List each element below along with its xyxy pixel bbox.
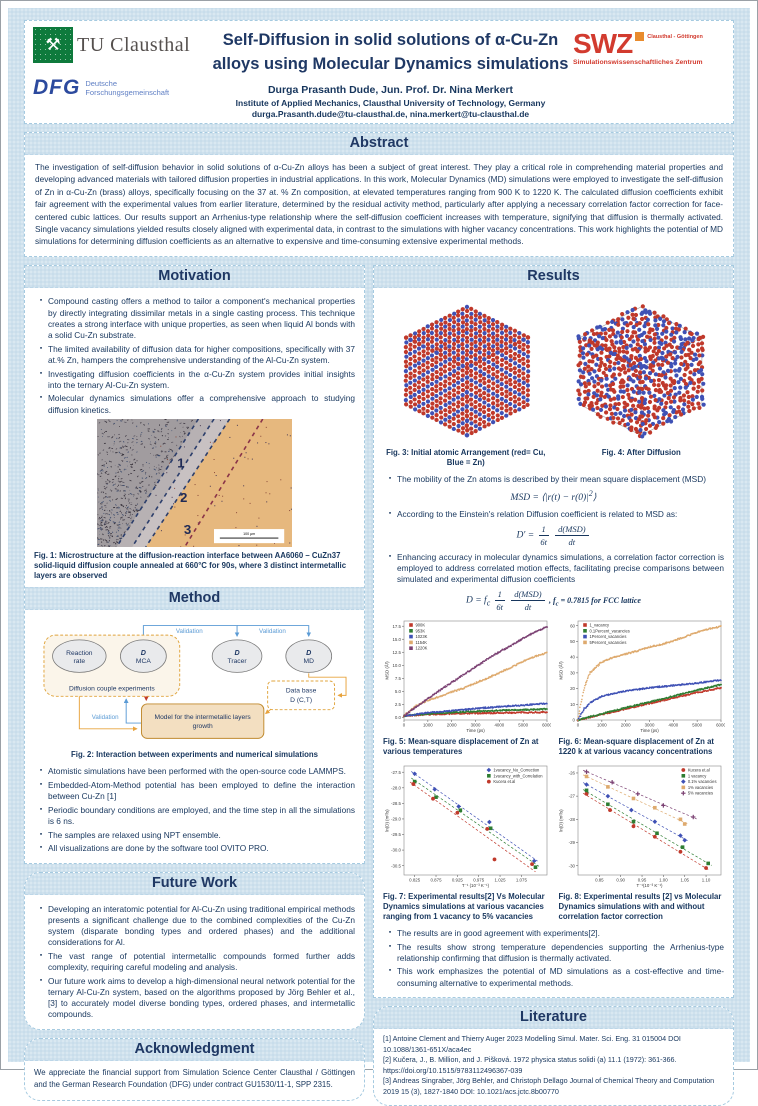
fig3-fig4-captions (383, 448, 724, 468)
bullet-text: The results show strong temperature dependencies supporting the Arrhenius-type relationship confirming that diffusion is thermally activated. (397, 941, 724, 963)
msd-equation (383, 489, 724, 503)
left-column (24, 265, 365, 1101)
frac-num: 1 (495, 589, 505, 601)
bullet-marker: ▪ (39, 394, 43, 402)
bullet-marker: ▪ (39, 369, 43, 377)
note-pre: , f (548, 595, 556, 605)
fig3-initial-arrangement-image (383, 298, 551, 446)
results-bullet (383, 509, 724, 520)
header-center (208, 27, 573, 119)
bullet-marker: ▪ (388, 509, 392, 517)
bullet-text: This work emphasizes the potential of MD simulations as a cost-effective and time-consuming alternative to experimental methods. (397, 966, 724, 988)
abstract-section (24, 132, 734, 257)
results-box (373, 265, 734, 998)
bullet-text: The limited availability of diffusion data for higher compositions, specifically with 37 at.% Zn, hampers the comprehensive understanding of the Al-Cu-Zn system. (48, 343, 355, 365)
dfg-line1: Deutsche (85, 79, 118, 88)
bullet-text: Our future work aims to develop a high-dimensional neural network potential for the ternary Al-Cu-Zn system, based on the algorithms proposed by Jörg Behler et al.,[3] to accurately model diverse bonding types, ordered phases, and intermetallic compounds. (48, 975, 355, 1020)
bullet-marker: ▪ (388, 942, 392, 950)
dfg-logo (33, 76, 208, 100)
fig8-arrhenius-chart (557, 762, 725, 890)
d-tracer-label1: D (233, 649, 240, 658)
tu-clausthal-wordmark: TU Clausthal (77, 33, 191, 56)
bullet-marker: ▪ (388, 928, 392, 936)
eq-corr-sub: c (486, 598, 491, 608)
left-main-box (24, 265, 365, 864)
eq-fraction (555, 524, 588, 547)
d-mca-label2: MCA (135, 657, 151, 665)
validation-label-1: Validation (175, 628, 203, 636)
model-label1: Model for the intermetallic layers (154, 714, 251, 722)
method-title: Method (25, 587, 364, 610)
results-closing-bullet (383, 966, 724, 988)
swz-logo-top (573, 28, 725, 59)
eq-corr-lhs: D = f (466, 595, 487, 606)
reference-item: [3] Andreas Singraber, Jörg Behler, and Christoph Dellago Journal of Chemical Theory and Computation 2019 15 (3), 1827-1840 DOI: 10.1021/acs.jctc.8b00770 (383, 1076, 715, 1096)
bullet-marker: ▪ (388, 475, 392, 483)
future-work-bullet (34, 976, 355, 1021)
eq-fraction (539, 524, 549, 547)
frac-den: dt (568, 536, 576, 547)
poster-title-line1: Self-Diffusion in solid solutions of α-Cu-Zn (222, 31, 559, 49)
validation-label-3: Validation (91, 714, 119, 722)
tu-emblem-glyph: ⚒ (45, 35, 61, 54)
bullet-text: Atomistic simulations have been performed with the open-source code LAMMPS. (48, 766, 346, 777)
correction-equation (383, 589, 724, 612)
fig1-micrograph (34, 419, 355, 547)
fig2-caption: Fig. 2: Interaction between experiments and numerical simulations (71, 750, 318, 760)
fig5-caption: Fig. 5: Mean-square displacement of Zn at various temperatures (383, 737, 539, 757)
abstract-text: The investigation of self-diffusion behavior in solid solutions of α-Cu-Zn alloys has been a subject of great interest. They play a critical role in comprehending material properties and developing advanced materials with tailored diffusion properties in industrial applications. In this work, Molecular Dynamics (MD) simulations were employed to investigate the self-diffusion of Zn in α-Cu-Zn (brass) alloys, specifically focusing on the 37 at. % Zn composition, at elevated temperatures ranging from 900 K to 1220 K. The calculated diffusion coefficients exhibit fair agreement with the experimental values from earlier literature, determined by the residual activity method, particularly after applying a necessary correlation factor correction for face-centered cubic lattices. Our results support an Arrhenius-type relationship where the self-diffusion coefficient increases with temperature, signifying that diffusion is thermally activated. Single vacancy simulations yielded results closely aligned with experimental data, in contrast to the simulations with higher vacancy concentrations. This work highlights the potential of MD simulations for determining diffusion coefficients as an alternative to expensive and time-consuming extensive experimental methods. (35, 161, 723, 247)
header (24, 20, 734, 124)
bullet-text: The results are in good agreement with experiments[2]. (397, 927, 600, 938)
motivation-bullet (34, 344, 355, 366)
bullet-marker: ▪ (39, 805, 43, 813)
bullet-marker: ▪ (39, 844, 43, 852)
bullet-marker: ▪ (388, 967, 392, 975)
dfg-line2: Forschungsgemeinschaft (85, 88, 170, 97)
motivation-title: Motivation (25, 266, 364, 288)
results-bullet (383, 552, 724, 586)
fig4-caption: Fig. 4: After Diffusion (601, 447, 681, 457)
method-bullet (34, 805, 355, 827)
fig5-fig6-captions (383, 737, 724, 757)
header-left-logos (33, 27, 208, 119)
reaction-rate-label2: rate (73, 657, 85, 665)
bullet-text: Molecular dynamics simulations offer a comprehensive approach to studying diffusion kinetics. (48, 393, 355, 415)
bullet-text: The mobility of the Zn atoms is described by their mean square displacement (MSD) (397, 474, 706, 485)
motivation-bullet (34, 393, 355, 415)
bullet-text: According to the Einstein's relation Diffusion coefficient is related to MSD as: (397, 508, 678, 519)
acknowledgment-title: Acknowledgment (25, 1039, 364, 1061)
swz-logo (573, 27, 725, 119)
d-mca-label1: D (140, 649, 146, 658)
future-work-bullet (34, 951, 355, 973)
affiliation: Institute of Applied Mechanics, Clausthal University of Technology, Germany (235, 97, 546, 108)
future-work-section (24, 872, 365, 1030)
fig7-arrhenius-chart (383, 762, 551, 890)
bullet-marker: ▪ (388, 552, 392, 560)
d-md-label1: D (305, 649, 311, 658)
reference-item: [1] Antoine Clement and Thierry Auger 2023 Modelling Simul. Mater. Sci. Eng. 31 015004 DOI 10.1088/1361-651X/aca4ec (383, 1034, 681, 1054)
fig7-caption: Fig. 7: Experimental results[2] Vs Molecular Dynamics simulations at various vacancies ranging from 1 vacancy to 5% vacancies (383, 891, 545, 921)
literature-section (373, 1006, 734, 1106)
bullet-marker: ▪ (39, 951, 43, 959)
future-work-content (25, 895, 364, 1029)
database-label2: D (C,T) (289, 697, 312, 705)
bullet-marker: ▪ (39, 780, 43, 788)
results-content (374, 288, 733, 997)
fig6-caption: Fig. 6: Mean-square displacement of Zn at 1220 k at various vacancy concentrations (558, 737, 715, 757)
bullet-marker: ▪ (39, 830, 43, 838)
fig8-caption: Fig. 8: Experimental results [2] vs Molecular Dynamics simulations with and without correlation factor correction (558, 891, 722, 921)
fig6-msd-vacancy-chart (557, 617, 725, 735)
future-work-title: Future Work (25, 873, 364, 895)
results-bullet (383, 474, 724, 485)
fig5-msd-temperature-chart (383, 617, 551, 735)
fig1-caption: Fig. 1: Microstructure at the diffusion-reaction interface between AA6060 – CuZn37 solid-liquid diffusion couple annealed at 660°C for 90s, where 3 distinct intermetallic layers are observed (34, 550, 347, 581)
eq-msd-pre: MSD = ⟨|r(t) − r(0)| (510, 493, 589, 504)
method-content (25, 610, 364, 863)
poster-background (8, 8, 750, 1096)
dfg-subtitle (85, 79, 169, 97)
fcc-note (548, 595, 641, 608)
abstract-title: Abstract (25, 133, 733, 155)
acknowledgment-text: We appreciate the financial support from Simulation Science Center Clausthal / Göttingen and the German Research Foundation (DFG) under contract GU1530/11-1, SPP 2315. (34, 1067, 355, 1089)
results-closing-bullet (383, 942, 724, 964)
database-label1: Data base (285, 687, 316, 695)
frac-num: d(MSD) (555, 524, 588, 536)
model-validation-arrow (126, 699, 141, 723)
right-column (373, 265, 734, 1106)
validation-label-2: Validation (258, 628, 286, 636)
tu-clausthal-emblem-icon (33, 27, 73, 63)
frac-num: 1 (539, 524, 549, 536)
motivation-bullet (34, 369, 355, 391)
authors: Durga Prasanth Dude, Jun. Prof. Dr. Nina Merkert (267, 83, 514, 96)
frac-den: 6t (496, 602, 504, 613)
msd-charts-row (383, 617, 724, 735)
eq-fraction (495, 589, 505, 612)
poster-title (208, 29, 573, 77)
dfg-wordmark: DFG (33, 76, 81, 99)
reference-item: [2] Kučera, J., B. Million, and J. Pišková. 1972 physica status solidi (a) 11.1 (1972): 361-366. https://doi.org/10.1515/9783112496367-039 (383, 1055, 677, 1075)
fig3-caption: Fig. 3: Initial atomic Arrangement (red= Cu, Blue = Zn) (386, 447, 546, 468)
results-title: Results (374, 266, 733, 288)
model-label2: growth (192, 722, 213, 730)
author-emails: durga.Prasanth.dude@tu-clausthal.de, nina.merkert@tu-clausthal.de (251, 108, 530, 119)
eq-msd-post: ⟩ (592, 493, 597, 504)
bullet-text: Compound casting offers a method to tailor a component's mechanical properties by directly integrating dissimilar metals in a single casting process. This technique creates a strong interface with unique properties, as seen when liquid Al bonds with a solid Cu-Zn substrate. (48, 296, 355, 340)
results-closing-bullet (383, 928, 724, 939)
d-tracer-label2: Tracer (227, 657, 247, 665)
bullet-marker: ▪ (39, 767, 43, 775)
group-label: Diffusion couple experiments (68, 685, 155, 693)
bullet-text: Embedded-Atom-Method potential has been employed to define the interaction between Cu-Zn [1] (48, 779, 355, 802)
eq-msd-sup: 2 (588, 489, 593, 499)
bullet-marker: ▪ (39, 297, 43, 305)
fig7-fig8-captions (383, 892, 724, 922)
bullet-text: All visualizations are done by the software tool OVITO PRO. (48, 843, 269, 854)
bullet-text: The samples are relaxed using NPT ensemble. (48, 829, 221, 840)
fig4-after-diffusion-image (557, 298, 725, 446)
note-sub: c (555, 600, 559, 608)
frac-den: dt (524, 602, 532, 613)
frac-den: 6t (540, 536, 547, 547)
method-bullet (34, 766, 355, 777)
database-box (267, 681, 334, 710)
d-md-label2: MD (303, 657, 314, 665)
swz-location: Clausthal - Göttingen (647, 34, 703, 40)
arrhenius-charts-row (383, 762, 724, 890)
bullet-text: Periodic boundary conditions are employed, and the time step in all the simulations is 6 ns. (48, 804, 355, 827)
fig2-flowchart (36, 616, 354, 746)
swz-wordmark: SWZ (573, 28, 633, 59)
bullet-marker: ▪ (39, 904, 43, 912)
swz-subtitle: Simulationswissenschaftliches Zentrum (573, 59, 703, 67)
method-bullet (34, 830, 355, 841)
literature-refs (374, 1029, 733, 1105)
literature-title: Literature (374, 1007, 733, 1029)
bullet-text: Enhancing accuracy in molecular dynamics simulations, a correlation factor correction is employed to address correlated motion effects, facilitating precise comparisons between simulated and experimental diffusion coefficients (397, 551, 724, 585)
swz-square-icon (635, 32, 644, 41)
bullet-text: The vast range of potential intermetallic compounds formed further adds complexity, requiring careful modeling and analysis. (48, 950, 355, 973)
motivation-content (25, 288, 364, 587)
eq-einstein-lhs: D′ = (516, 530, 535, 541)
tu-clausthal-logo (33, 27, 208, 63)
bullet-marker: ▪ (39, 976, 43, 984)
einstein-equation (383, 524, 724, 547)
note-post: = 0.7815 for FCC lattice (558, 595, 641, 605)
method-bullet (34, 780, 355, 802)
atomic-figures-row (383, 298, 724, 446)
future-work-bullet (34, 904, 355, 949)
bullet-marker: ▪ (39, 344, 43, 352)
frac-num: d(MSD) (511, 589, 544, 601)
bullet-text: Developing an interatomic potential for Al-Cu-Zn using traditional empirical methods presents a significant challenge due to the combined complexities of the Cu-Zn system (disparate bonding types and ordered phases) and the additional considerations for Al. (48, 903, 355, 948)
eq-fraction (511, 589, 544, 612)
bullet-text: Investigating diffusion coefficients in the α-Cu-Zn system provides initial insights into the ternary Al-Cu-Zn system. (48, 368, 355, 390)
fig1-micrograph-image (97, 419, 292, 547)
method-bullet (34, 843, 355, 854)
reaction-rate-label1: Reaction (65, 650, 93, 658)
motivation-bullet (34, 296, 355, 341)
poster-title-line2: alloys using Molecular Dynamics simulations (212, 54, 569, 73)
